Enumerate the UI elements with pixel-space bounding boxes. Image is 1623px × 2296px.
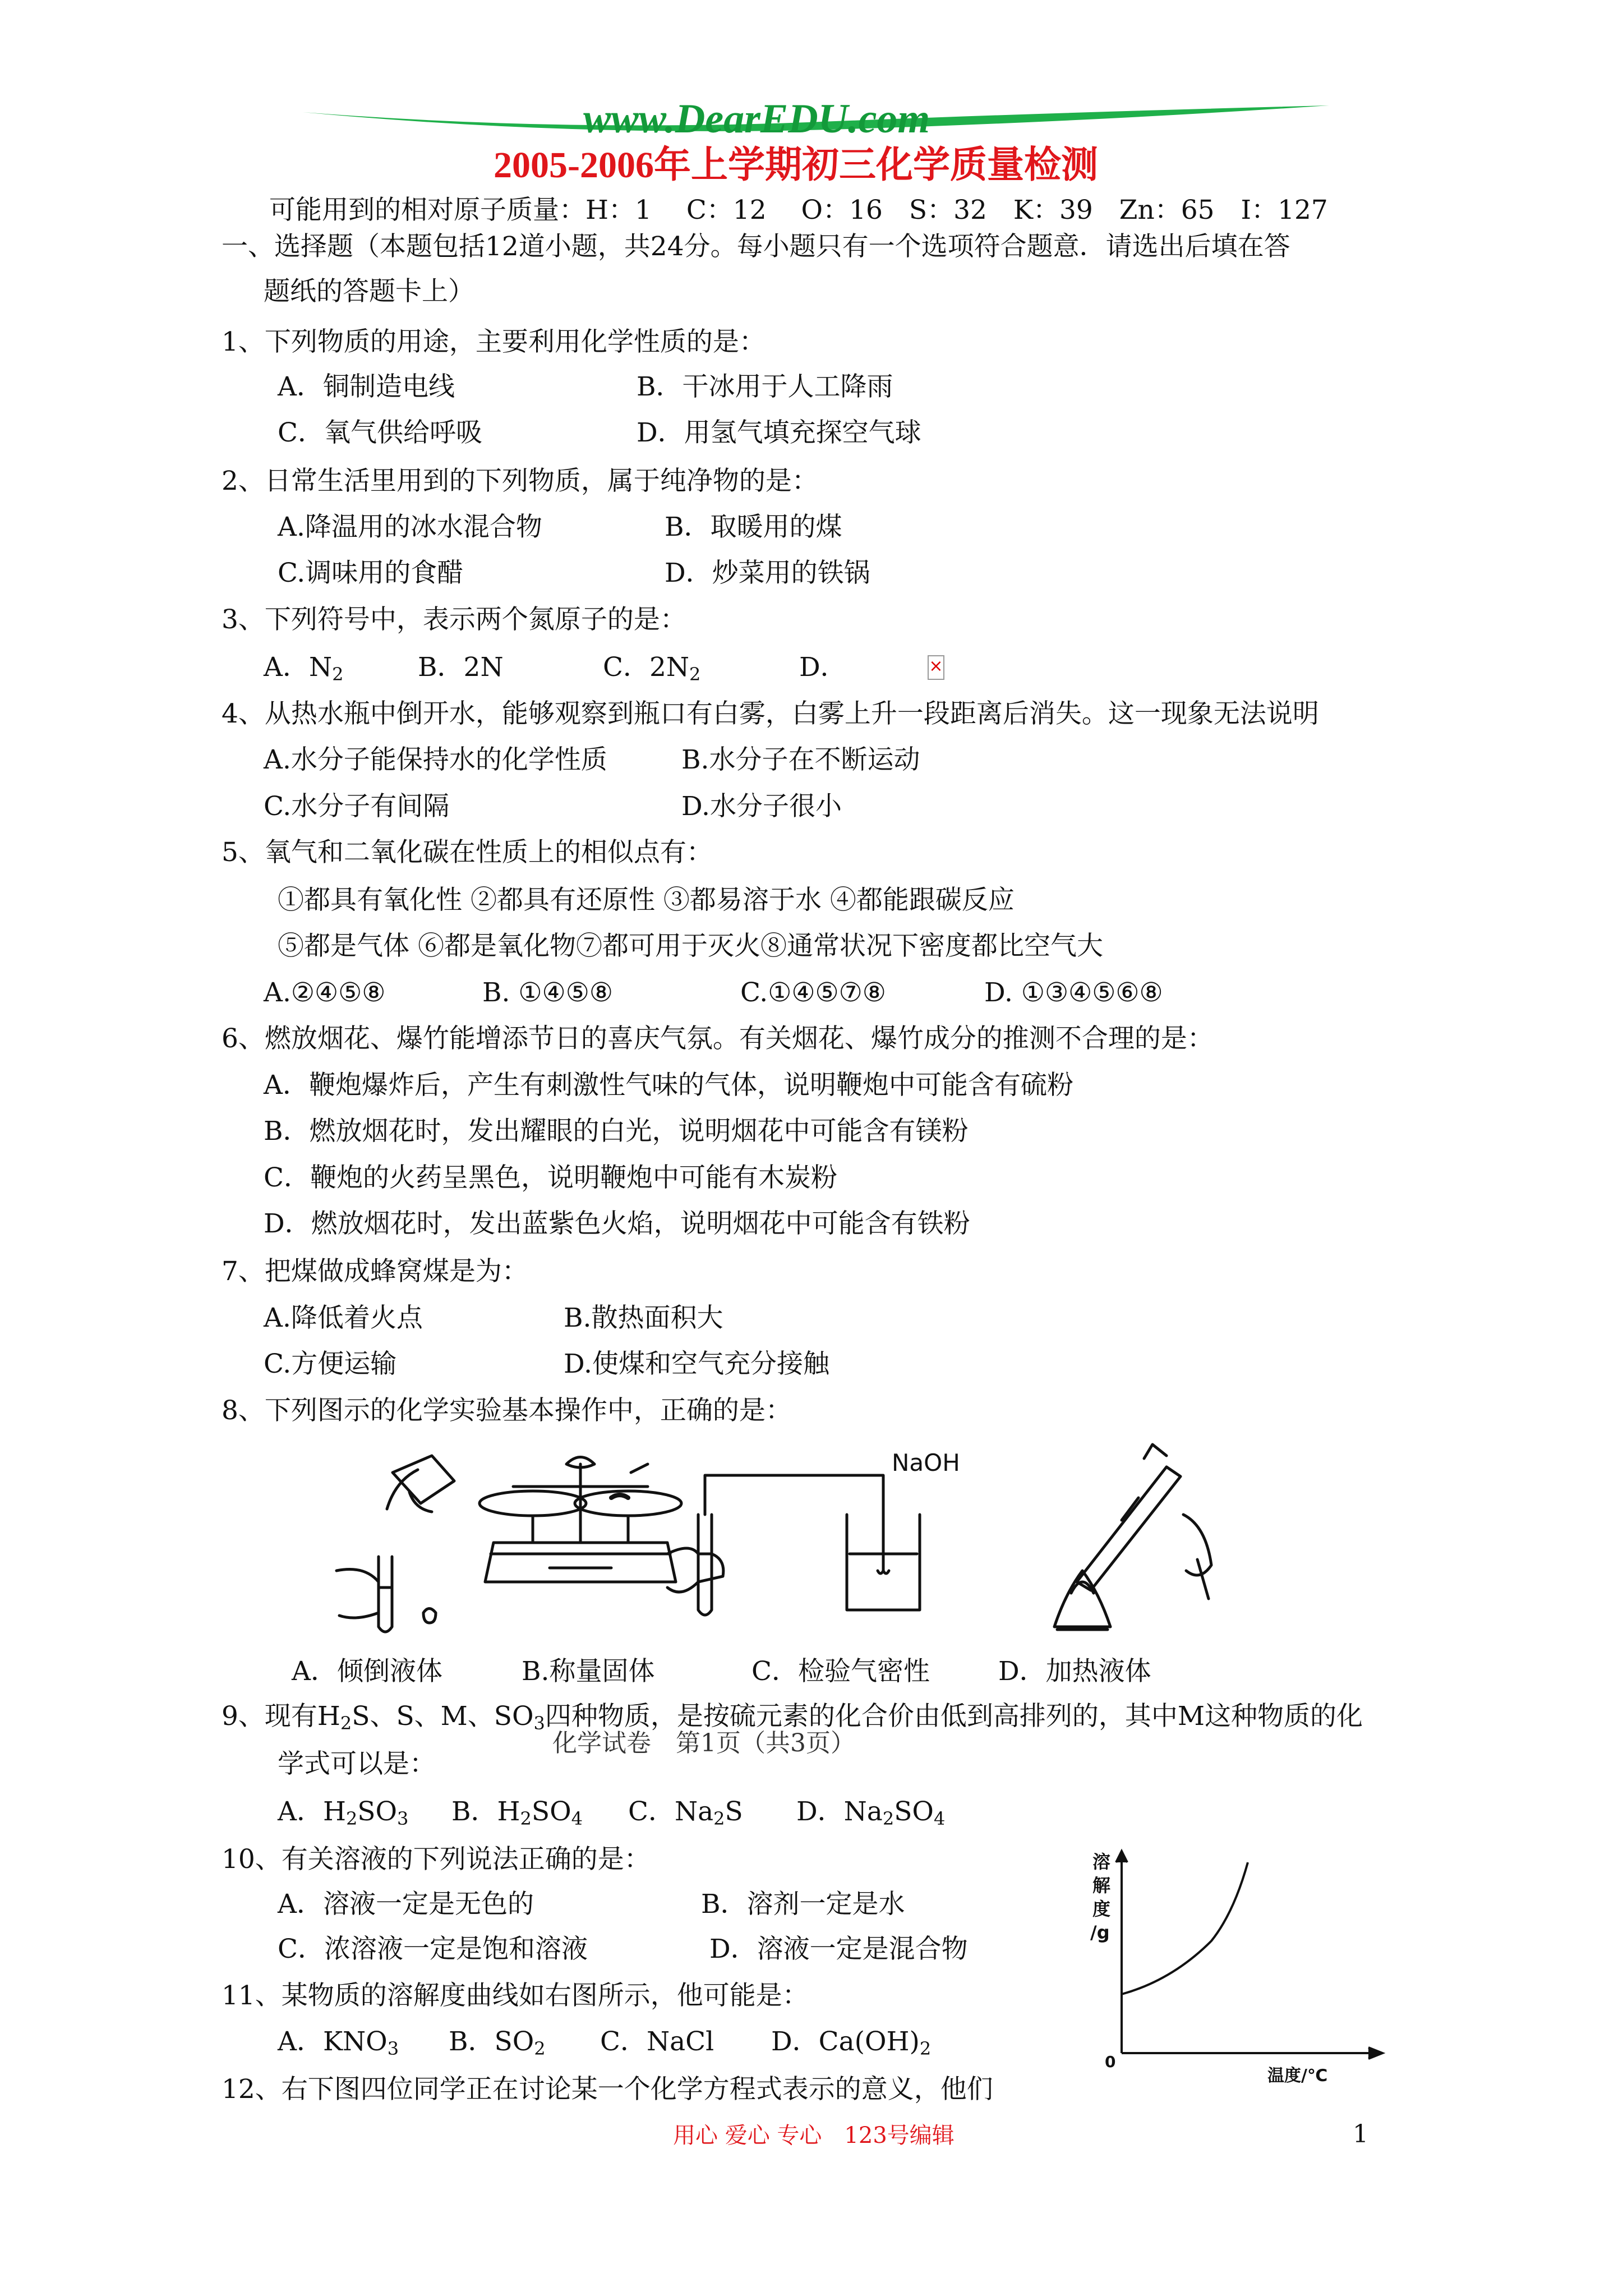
q7-option-b: B.散热面积大: [564, 1303, 723, 1333]
q7-stem: 7、把煤做成蜂窝煤是为：: [222, 1256, 528, 1287]
lab-illustrations: [325, 1442, 1312, 1644]
origin-label: 0: [1105, 2053, 1116, 2071]
q2-option-c: C.调味用的食醋: [278, 558, 464, 588]
q5-option-b: B. ①④⑤⑧: [482, 977, 613, 1008]
section-heading: 一、选择题（本题包括12道小题，共24分。每小题只有一个选项符合题意．请选出后填在答: [222, 231, 1290, 262]
q1-option-b: B．干冰用于人工降雨: [637, 371, 893, 402]
q5-option-a: A.②④⑤⑧: [264, 977, 386, 1008]
y-label-3: 度: [1092, 1898, 1111, 1920]
q10-option-d: D．溶液一定是混合物: [709, 1934, 968, 1964]
site-banner: www.DearEDU.com: [583, 96, 930, 142]
q10-option-b: B．溶剂一定是水: [701, 1889, 905, 1920]
q5-list-2: ⑤都是气体 ⑥都是氧化物⑦都可用于灭火⑧通常状况下密度都比空气大: [278, 931, 1103, 961]
q2-option-d: D．炒菜用的铁锅: [665, 558, 870, 588]
q8-option-d: D．加热液体: [998, 1656, 1151, 1687]
pour-liquid-figure: [336, 1456, 454, 1632]
q5-option-c: C.①④⑤⑦⑧: [740, 977, 886, 1008]
q8-option-c: C．检验气密性: [751, 1656, 930, 1687]
q11-stem: 11、某物质的溶解度曲线如右图所示，他可能是：: [222, 1980, 809, 2011]
atomic-mass-line: 可能用到的相对原子质量：H：1 C：12 O：16 S：32 K：39 Zn：65 I：127: [269, 195, 1328, 226]
q7-option-d: D.使煤和空气充分接触: [564, 1349, 829, 1379]
q10-option-a: A．溶液一定是无色的: [278, 1889, 534, 1920]
q1-option-a: A．铜制造电线: [278, 371, 455, 402]
q1-option-c: C．氧气供给呼吸: [278, 417, 482, 448]
x-label: 温度/℃: [1267, 2066, 1328, 2086]
q3-option-a: A．$N_2$: [264, 652, 344, 685]
q9-stem-cont: 学式可以是：: [278, 1749, 436, 1779]
q8-stem: 8、下列图示的化学实验基本操作中，正确的是：: [222, 1395, 792, 1426]
q3-option-b: B．2N: [418, 652, 504, 683]
q6-option-a: A．鞭炮爆炸后，产生有刺激性气味的气体，说明鞭炮中可能含有硫粉: [264, 1070, 1073, 1101]
q4-option-a: A.水分子能保持水的化学性质: [264, 744, 607, 775]
q5-list-1: ①都具有氧化性 ②都具有还原性 ③都易溶于水 ④都能跟碳反应: [278, 885, 1015, 915]
solubility-graph: [1088, 1846, 1391, 2087]
footer-text: 用心 爱心 专心 123号编辑: [673, 2123, 955, 2148]
page-title: 2005-2006年上学期初三化学质量检测: [494, 145, 1098, 186]
q3-option-c: C．$2N_2$: [603, 652, 701, 685]
heating-liquid-figure: [1054, 1444, 1211, 1630]
q9-option-a: A．$H_2SO_3$: [278, 1796, 409, 1829]
naoh-label: NaOH: [892, 1449, 960, 1476]
q8-option-a: A．倾倒液体: [292, 1656, 442, 1687]
q6-option-b: B．燃放烟花时，发出耀眼的白光，说明烟花中可能含有镁粉: [264, 1116, 969, 1147]
page-number: 1: [1353, 2120, 1368, 2148]
q7-option-a: A.降低着火点: [264, 1303, 423, 1333]
q11-option-a: A．$KNO_3$: [278, 2026, 399, 2059]
section-heading-cont: 题纸的答题卡上）: [264, 276, 474, 307]
q7-option-c: C.方便运输: [264, 1349, 397, 1379]
q1-stem: 1、下列物质的用途，主要利用化学性质的是：: [222, 326, 766, 357]
y-label-2: 解: [1092, 1875, 1111, 1896]
q6-option-d: D．燃放烟花时，发出蓝紫色火焰，说明烟花中可能含有铁粉: [264, 1208, 970, 1239]
q9-stem: 9、现有$H_2S$、S、M、$SO_3$四种物质，是按硫元素的化合价由低到高排列的，其中M这种物质的化: [222, 1701, 1363, 1734]
gas-tightness-figure: [667, 1475, 920, 1615]
q9-option-c: C．$Na_2S$: [628, 1796, 743, 1829]
q9-option-b: B．$H_2SO_4$: [451, 1796, 583, 1829]
q10-stem: 10、有关溶液的下列说法正确的是：: [222, 1844, 651, 1875]
q9-option-d: D．$Na_2SO_4$: [796, 1796, 946, 1829]
page-marker: 化学试卷 第1页（共3页）: [552, 1729, 855, 1757]
q10-option-c: C．浓溶液一定是饱和溶液: [278, 1934, 588, 1964]
q12-stem: 12、右下图四位同学正在讨论某一个化学方程式表示的意义，他们: [222, 2074, 993, 2105]
q6-option-c: C．鞭炮的火药呈黑色，说明鞭炮中可能有木炭粉: [264, 1162, 837, 1193]
q2-stem: 2、日常生活里用到的下列物质，属于纯净物的是：: [222, 466, 818, 496]
q6-stem: 6、燃放烟花、爆竹能增添节日的喜庆气氛。有关烟花、爆竹成分的推测不合理的是：: [222, 1023, 1214, 1054]
q5-option-d: D. ①③④⑤⑥⑧: [984, 977, 1163, 1008]
q4-option-b: B.水分子在不断运动: [681, 744, 920, 775]
q2-option-b: B．取暖用的煤: [665, 512, 842, 542]
q2-option-a: A.降温用的冰水混合物: [278, 512, 542, 542]
y-label-4: /g: [1090, 1922, 1110, 1943]
q11-option-c: C．NaCl: [600, 2026, 714, 2057]
q4-option-d: D.水分子很小: [681, 791, 842, 822]
q5-stem: 5、氧气和二氧化碳在性质上的相似点有：: [222, 837, 713, 868]
y-label-1: 溶: [1092, 1851, 1111, 1872]
q1-option-d: D．用氢气填充探空气球: [637, 417, 921, 448]
broken-image-icon: ×: [928, 655, 944, 680]
q3-option-d: D．: [799, 652, 847, 683]
q4-stem: 4、从热水瓶中倒开水，能够观察到瓶口有白雾，白雾上升一段距离后消失。这一现象无法说明: [222, 698, 1319, 729]
q11-option-b: B．$SO_2$: [449, 2026, 546, 2059]
q3-stem: 3、下列符号中，表示两个氮原子的是：: [222, 604, 686, 635]
q4-option-c: C.水分子有间隔: [264, 791, 450, 822]
q11-option-d: D．$Ca(OH)_2$: [771, 2026, 932, 2059]
solubility-curve: [1122, 1862, 1248, 1994]
q8-option-b: B.称量固体: [522, 1656, 655, 1687]
balance-figure: [479, 1457, 681, 1582]
